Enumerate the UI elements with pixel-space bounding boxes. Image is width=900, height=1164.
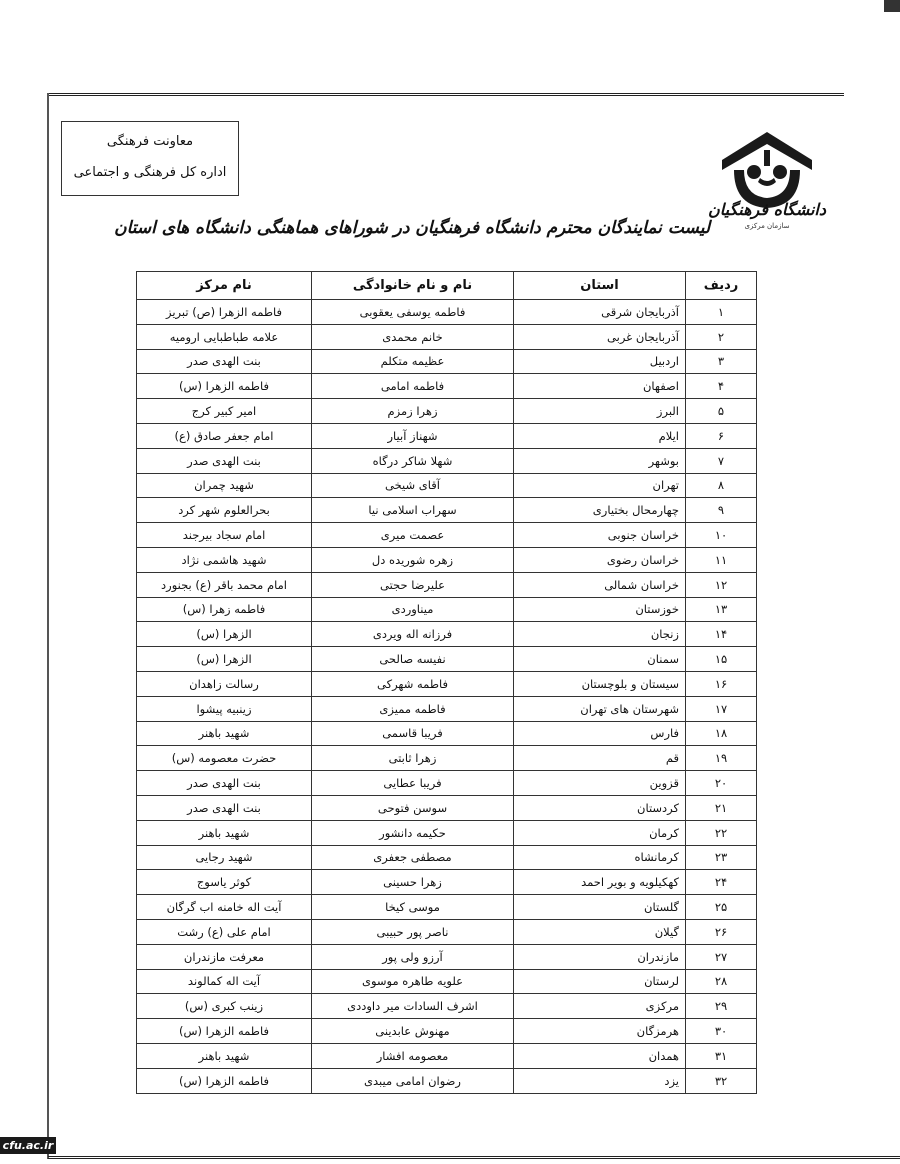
row-number: ۱۹ — [686, 746, 757, 771]
province-cell: سمنان — [514, 647, 686, 672]
row-number: ۳۲ — [686, 1068, 757, 1093]
province-cell: قم — [514, 746, 686, 771]
center-name-cell: فاطمه الزهرا (س) — [137, 374, 312, 399]
center-name-cell: معرفت مازندران — [137, 944, 312, 969]
province-cell: فارس — [514, 721, 686, 746]
province-cell: هرمزگان — [514, 1019, 686, 1044]
full-name-cell: مهنوش عابدینی — [312, 1019, 514, 1044]
department-box — [61, 121, 239, 196]
province-cell: البرز — [514, 399, 686, 424]
center-name-cell: بنت الهدی صدر — [137, 349, 312, 374]
full-name-cell: عصمت میری — [312, 523, 514, 548]
center-name-cell: زینب کبری (س) — [137, 994, 312, 1019]
full-name-cell: زهره شوریده دل — [312, 547, 514, 572]
table-row — [137, 448, 757, 473]
province-cell: شهرستان های تهران — [514, 696, 686, 721]
table-row — [137, 1068, 757, 1093]
province-cell: گلستان — [514, 895, 686, 920]
full-name-cell: فاطمه امامی — [312, 374, 514, 399]
row-number: ۵ — [686, 399, 757, 424]
center-name-cell: بحرالعلوم شهر کرد — [137, 498, 312, 523]
table-row — [137, 969, 757, 994]
full-name-cell: معصومه افشار — [312, 1043, 514, 1068]
row-number: ۲ — [686, 324, 757, 349]
row-number: ۲۱ — [686, 795, 757, 820]
table-row — [137, 671, 757, 696]
table-row — [137, 622, 757, 647]
center-name-cell: بنت الهدی صدر — [137, 795, 312, 820]
table-row — [137, 919, 757, 944]
center-name-cell: فاطمه زهرا (س) — [137, 597, 312, 622]
row-number: ۶ — [686, 423, 757, 448]
header-row-number: ردیف — [686, 272, 757, 300]
header-province: استان — [514, 272, 686, 300]
province-cell: اصفهان — [514, 374, 686, 399]
university-logo-icon — [708, 120, 826, 238]
province-cell: قزوین — [514, 771, 686, 796]
province-cell: اردبیل — [514, 349, 686, 374]
table-row — [137, 994, 757, 1019]
row-number: ۱۰ — [686, 523, 757, 548]
table-row — [137, 647, 757, 672]
province-cell: گیلان — [514, 919, 686, 944]
center-name-cell: فاطمه الزهرا (ص) تبریز — [137, 300, 312, 325]
full-name-cell: فریبا قاسمی — [312, 721, 514, 746]
province-cell: آذربایجان شرقی — [514, 300, 686, 325]
province-cell: چهارمحال بختیاری — [514, 498, 686, 523]
province-cell: بوشهر — [514, 448, 686, 473]
table-row — [137, 1019, 757, 1044]
table-row — [137, 473, 757, 498]
center-name-cell: فاطمه الزهرا (س) — [137, 1068, 312, 1093]
full-name-cell: رضوان امامی میبدی — [312, 1068, 514, 1093]
row-number: ۲۶ — [686, 919, 757, 944]
row-number: ۴ — [686, 374, 757, 399]
row-number: ۱ — [686, 300, 757, 325]
table-header-row — [137, 272, 757, 300]
center-name-cell: علامه طباطبایی ارومیه — [137, 324, 312, 349]
full-name-cell: فاطمه ممیزی — [312, 696, 514, 721]
table-row — [137, 1043, 757, 1068]
full-name-cell: سوسن فتوحی — [312, 795, 514, 820]
full-name-cell: علویه طاهره موسوی — [312, 969, 514, 994]
center-name-cell: شهید باهنر — [137, 1043, 312, 1068]
center-name-cell: شهید رجایی — [137, 845, 312, 870]
row-number: ۱۱ — [686, 547, 757, 572]
province-cell: زنجان — [514, 622, 686, 647]
row-number: ۹ — [686, 498, 757, 523]
province-cell: ایلام — [514, 423, 686, 448]
table-row — [137, 895, 757, 920]
department-line-1: معاونت فرهنگی — [106, 134, 194, 149]
center-name-cell: شهید چمران — [137, 473, 312, 498]
row-number: ۳۱ — [686, 1043, 757, 1068]
header-full-name: نام و نام خانوادگی — [312, 272, 514, 300]
row-number: ۷ — [686, 448, 757, 473]
row-number: ۸ — [686, 473, 757, 498]
logo-subtext: سازمان مرکزی — [744, 222, 790, 230]
full-name-cell: ناصر پور حبیبی — [312, 919, 514, 944]
table-row — [137, 300, 757, 325]
table-row — [137, 870, 757, 895]
center-name-cell: امام جعفر صادق (ع) — [137, 423, 312, 448]
center-name-cell: رسالت زاهدان — [137, 671, 312, 696]
center-name-cell: حضرت معصومه (س) — [137, 746, 312, 771]
province-cell: مازندران — [514, 944, 686, 969]
center-name-cell: امیر کبیر کرج — [137, 399, 312, 424]
table-row — [137, 572, 757, 597]
table-row — [137, 349, 757, 374]
center-name-cell: فاطمه الزهرا (س) — [137, 1019, 312, 1044]
header-center-name: نام مرکز — [137, 272, 312, 300]
full-name-cell: میناوردی — [312, 597, 514, 622]
center-name-cell: زینبیه پیشوا — [137, 696, 312, 721]
center-name-cell: بنت الهدی صدر — [137, 771, 312, 796]
row-number: ۳ — [686, 349, 757, 374]
row-number: ۲۹ — [686, 994, 757, 1019]
table-row — [137, 771, 757, 796]
table-row — [137, 324, 757, 349]
table-row — [137, 845, 757, 870]
corner-mark — [884, 0, 900, 12]
full-name-cell: اشرف السادات میر داوددی — [312, 994, 514, 1019]
table-row — [137, 795, 757, 820]
province-cell: خراسان جنوبی — [514, 523, 686, 548]
row-number: ۱۶ — [686, 671, 757, 696]
table-row — [137, 746, 757, 771]
full-name-cell: زهرا ثابتی — [312, 746, 514, 771]
full-name-cell: نفیسه صالحی — [312, 647, 514, 672]
table-row — [137, 423, 757, 448]
center-name-cell: شهید هاشمی نژاد — [137, 547, 312, 572]
full-name-cell: فاطمه شهرکی — [312, 671, 514, 696]
site-badge: cfu.ac.ir — [0, 1137, 56, 1154]
full-name-cell: سهراب اسلامی نیا — [312, 498, 514, 523]
page-border-bottom — [48, 1156, 900, 1159]
full-name-cell: شهلا شاکر درگاه — [312, 448, 514, 473]
center-name-cell: آیت اله خامنه اب گرگان — [137, 895, 312, 920]
province-cell: سیستان و بلوچستان — [514, 671, 686, 696]
table-row — [137, 820, 757, 845]
full-name-cell: فاطمه یوسفی یعقوبی — [312, 300, 514, 325]
center-name-cell: امام علی (ع) رشت — [137, 919, 312, 944]
row-number: ۱۸ — [686, 721, 757, 746]
row-number: ۱۵ — [686, 647, 757, 672]
table-row — [137, 399, 757, 424]
center-name-cell: الزهرا (س) — [137, 622, 312, 647]
table-row — [137, 547, 757, 572]
center-name-cell: کوثر یاسوج — [137, 870, 312, 895]
full-name-cell: عظیمه متکلم — [312, 349, 514, 374]
province-cell: لرستان — [514, 969, 686, 994]
row-number: ۲۴ — [686, 870, 757, 895]
table-row — [137, 498, 757, 523]
table-row — [137, 944, 757, 969]
province-cell: خراسان رضوی — [514, 547, 686, 572]
center-name-cell: شهید باهنر — [137, 820, 312, 845]
full-name-cell: علیرضا حجتی — [312, 572, 514, 597]
province-cell: کهکیلویه و بویر احمد — [514, 870, 686, 895]
row-number: ۲۸ — [686, 969, 757, 994]
row-number: ۳۰ — [686, 1019, 757, 1044]
province-cell: کرمانشاه — [514, 845, 686, 870]
logo-text: دانشگاه فرهنگیان — [708, 200, 826, 219]
full-name-cell: حکیمه دانشور — [312, 820, 514, 845]
province-cell: کرمان — [514, 820, 686, 845]
full-name-cell: فریبا عطایی — [312, 771, 514, 796]
row-number: ۲۷ — [686, 944, 757, 969]
province-cell: کردستان — [514, 795, 686, 820]
row-number: ۲۰ — [686, 771, 757, 796]
full-name-cell: فرزانه اله ویردی — [312, 622, 514, 647]
page-border-left — [47, 93, 49, 1159]
row-number: ۲۲ — [686, 820, 757, 845]
province-cell: یزد — [514, 1068, 686, 1093]
row-number: ۲۳ — [686, 845, 757, 870]
province-cell: خوزستان — [514, 597, 686, 622]
full-name-cell: آقای شیخی — [312, 473, 514, 498]
row-number: ۱۷ — [686, 696, 757, 721]
full-name-cell: موسی کیخا — [312, 895, 514, 920]
center-name-cell: الزهرا (س) — [137, 647, 312, 672]
row-number: ۱۳ — [686, 597, 757, 622]
row-number: ۲۵ — [686, 895, 757, 920]
department-line-2: اداره کل فرهنگی و اجتماعی — [73, 165, 227, 180]
full-name-cell: زهرا حسینی — [312, 870, 514, 895]
table-row — [137, 721, 757, 746]
province-cell: خراسان شمالی — [514, 572, 686, 597]
full-name-cell: مصطفی جعفری — [312, 845, 514, 870]
center-name-cell: بنت الهدی صدر — [137, 448, 312, 473]
table-row — [137, 523, 757, 548]
representatives-table — [136, 271, 757, 1094]
center-name-cell: امام محمد باقر (ع) بجنورد — [137, 572, 312, 597]
full-name-cell: شهناز آبیار — [312, 423, 514, 448]
full-name-cell: آرزو ولی پور — [312, 944, 514, 969]
full-name-cell: زهرا زمزم — [312, 399, 514, 424]
table-row — [137, 696, 757, 721]
province-cell: آذربایجان غربی — [514, 324, 686, 349]
page-border-top — [48, 93, 844, 96]
center-name-cell: شهید باهنر — [137, 721, 312, 746]
province-cell: همدان — [514, 1043, 686, 1068]
center-name-cell: امام سجاد بیرجند — [137, 523, 312, 548]
row-number: ۱۲ — [686, 572, 757, 597]
province-cell: تهران — [514, 473, 686, 498]
table-row — [137, 597, 757, 622]
province-cell: مرکزی — [514, 994, 686, 1019]
row-number: ۱۴ — [686, 622, 757, 647]
center-name-cell: آیت اله کمالوند — [137, 969, 312, 994]
full-name-cell: خانم محمدی — [312, 324, 514, 349]
table-row — [137, 374, 757, 399]
document-title: لیست نمایندگان محترم دانشگاه فرهنگیان در شوراهای هماهنگی دانشگاه های استان — [114, 218, 710, 238]
